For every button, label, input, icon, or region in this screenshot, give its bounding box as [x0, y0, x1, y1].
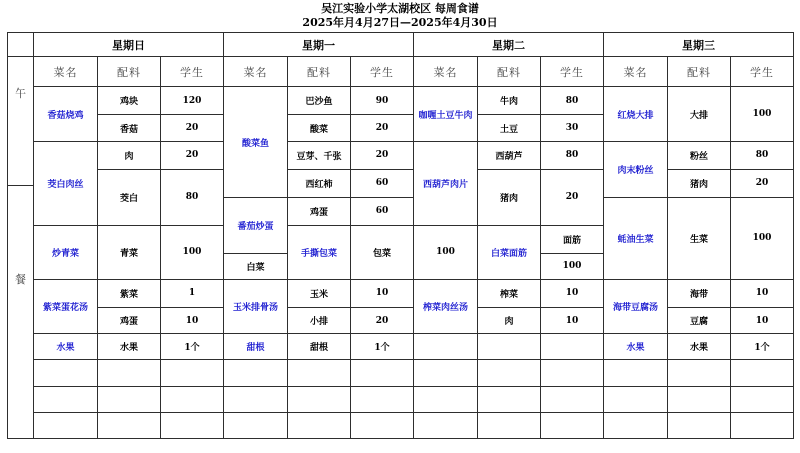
amount-cell: 1个	[731, 334, 794, 360]
amount-cell: 120	[161, 87, 224, 115]
ingredient-cell: 甜根	[288, 334, 351, 360]
dish-cell: 红烧大排	[604, 87, 668, 141]
empty-cell	[34, 360, 98, 386]
dish-cell: 玉米排骨汤	[224, 279, 288, 333]
ingredient-cell: 肉	[478, 307, 541, 333]
empty-cell	[351, 412, 414, 438]
dish-cell: 海带豆腐汤	[604, 279, 668, 333]
meal-label-top: 午	[15, 87, 27, 101]
empty-cell	[351, 386, 414, 412]
meal-divider	[8, 185, 34, 186]
col-dish-header: 菜名	[604, 57, 668, 87]
dish-cell: 蚝油生菜	[604, 197, 668, 279]
dish-cell: 手撕包菜	[288, 225, 351, 279]
ingredient-cell: 包菜	[351, 225, 414, 279]
amount-cell: 80	[541, 141, 604, 169]
amount-cell: 20	[731, 169, 794, 197]
amount-cell: 100	[541, 253, 604, 279]
ingredient-cell: 牛肉	[478, 87, 541, 115]
ingredient-cell: 茭白	[98, 169, 161, 225]
empty-cell	[541, 386, 604, 412]
col-dish-header: 菜名	[414, 57, 478, 87]
table-row	[8, 412, 794, 438]
empty-cell	[414, 360, 478, 386]
ingredient-cell: 西红柿	[288, 169, 351, 197]
ingredient-cell: 大排	[668, 87, 731, 141]
empty-cell	[161, 412, 224, 438]
amount-cell: 10	[541, 307, 604, 333]
dish-cell: 榨菜肉丝汤	[414, 279, 478, 333]
ingredient-cell: 紫菜	[98, 279, 161, 307]
empty-cell	[34, 386, 98, 412]
table-row	[8, 279, 794, 307]
day-header-wednesday: 星期三	[604, 33, 794, 57]
ingredient-cell: 鸡块	[98, 87, 161, 115]
table-row	[8, 334, 794, 360]
dish-cell: 炒青菜	[34, 225, 98, 279]
dish-cell: 紫菜蛋花汤	[34, 279, 98, 333]
ingredient-cell: 巴沙鱼	[288, 87, 351, 115]
empty-cell	[34, 412, 98, 438]
empty-cell	[414, 334, 478, 360]
col-amount-header: 学生	[351, 57, 414, 87]
ingredient-cell: 青菜	[98, 225, 161, 279]
dish-cell: 水果	[604, 334, 668, 360]
ingredient-cell: 土豆	[478, 115, 541, 141]
col-ingredient-header: 配料	[98, 57, 161, 87]
amount-cell: 100	[731, 87, 794, 141]
dish-cell: 白菜面筋	[478, 225, 541, 279]
amount-cell: 100	[161, 225, 224, 279]
table-row	[8, 307, 794, 333]
amount-cell: 1个	[351, 334, 414, 360]
col-dish-header: 菜名	[224, 57, 288, 87]
col-amount-header: 学生	[731, 57, 794, 87]
empty-cell	[478, 360, 541, 386]
weekly-menu-table	[7, 32, 794, 439]
empty-cell	[668, 360, 731, 386]
ingredient-cell: 白菜	[224, 253, 288, 279]
empty-cell	[224, 412, 288, 438]
col-amount-header: 学生	[161, 57, 224, 87]
day-header-tuesday: 星期二	[414, 33, 604, 57]
empty-cell	[731, 360, 794, 386]
empty-cell	[668, 386, 731, 412]
empty-cell	[668, 412, 731, 438]
page-title: 吴江实验小学太湖校区 每周食谱	[321, 2, 479, 15]
ingredient-cell: 生菜	[668, 197, 731, 279]
empty-cell	[541, 334, 604, 360]
table-row	[8, 169, 794, 197]
empty-cell	[731, 386, 794, 412]
empty-cell	[541, 412, 604, 438]
col-ingredient-header: 配料	[478, 57, 541, 87]
col-dish-header: 菜名	[34, 57, 98, 87]
empty-cell	[224, 360, 288, 386]
col-ingredient-header: 配料	[288, 57, 351, 87]
table-row	[8, 360, 794, 386]
day-header-row	[8, 33, 794, 57]
ingredient-cell: 鸡蛋	[288, 197, 351, 225]
corner-cell	[8, 33, 34, 57]
dish-cell: 酸菜鱼	[224, 87, 288, 197]
day-header-sunday: 星期日	[34, 33, 224, 57]
dish-cell: 香菇烧鸡	[34, 87, 98, 141]
empty-cell	[288, 360, 351, 386]
table-row	[8, 386, 794, 412]
meal-label-cell	[8, 57, 34, 439]
ingredient-cell: 水果	[668, 334, 731, 360]
empty-cell	[288, 386, 351, 412]
empty-cell	[224, 386, 288, 412]
amount-cell: 80	[731, 141, 794, 169]
dish-cell: 西葫芦肉片	[414, 141, 478, 225]
amount-cell: 10	[351, 279, 414, 307]
col-ingredient-header: 配料	[668, 57, 731, 87]
empty-cell	[414, 386, 478, 412]
dish-cell: 甜根	[224, 334, 288, 360]
empty-cell	[604, 412, 668, 438]
amount-cell: 100	[731, 197, 794, 279]
empty-cell	[604, 386, 668, 412]
ingredient-cell: 豆腐	[668, 307, 731, 333]
amount-cell: 90	[351, 87, 414, 115]
empty-cell	[98, 360, 161, 386]
table-row	[8, 141, 794, 169]
empty-cell	[541, 360, 604, 386]
amount-cell: 30	[541, 115, 604, 141]
amount-cell: 1	[161, 279, 224, 307]
ingredient-cell: 面筋	[541, 225, 604, 253]
ingredient-cell: 酸菜	[288, 115, 351, 141]
dish-cell: 番茄炒蛋	[224, 197, 288, 253]
empty-cell	[414, 412, 478, 438]
amount-cell: 20	[351, 307, 414, 333]
empty-cell	[98, 412, 161, 438]
ingredient-cell: 小排	[288, 307, 351, 333]
amount-cell: 20	[161, 141, 224, 169]
ingredient-cell: 玉米	[288, 279, 351, 307]
ingredient-cell: 鸡蛋	[98, 307, 161, 333]
empty-cell	[731, 412, 794, 438]
empty-cell	[288, 412, 351, 438]
dish-cell: 肉末粉丝	[604, 141, 668, 197]
dish-cell: 水果	[34, 334, 98, 360]
empty-cell	[161, 386, 224, 412]
column-header-row	[8, 57, 794, 87]
col-amount-header: 学生	[541, 57, 604, 87]
amount-cell: 10	[731, 307, 794, 333]
ingredient-cell: 豆芽、千张	[288, 141, 351, 169]
table-row	[8, 87, 794, 115]
ingredient-cell: 海带	[668, 279, 731, 307]
dish-cell: 咖喱土豆牛肉	[414, 87, 478, 141]
amount-cell: 80	[541, 87, 604, 115]
empty-cell	[478, 334, 541, 360]
amount-cell: 20	[351, 141, 414, 169]
ingredient-cell: 肉	[98, 141, 161, 169]
empty-cell	[604, 360, 668, 386]
dish-cell: 茭白肉丝	[34, 141, 98, 225]
ingredient-cell: 粉丝	[668, 141, 731, 169]
empty-cell	[478, 386, 541, 412]
empty-cell	[98, 386, 161, 412]
ingredient-cell: 水果	[98, 334, 161, 360]
amount-cell: 100	[414, 225, 478, 279]
ingredient-cell: 香菇	[98, 115, 161, 141]
amount-cell: 1个	[161, 334, 224, 360]
meal-label-bottom: 餐	[15, 273, 27, 287]
amount-cell: 10	[731, 279, 794, 307]
amount-cell: 20	[161, 115, 224, 141]
ingredient-cell: 西葫芦	[478, 141, 541, 169]
date-range: 2025年月4月27日—2025年4月30日	[302, 16, 498, 29]
ingredient-cell: 猪肉	[668, 169, 731, 197]
empty-cell	[478, 412, 541, 438]
amount-cell: 60	[351, 197, 414, 225]
ingredient-cell: 猪肉	[478, 169, 541, 225]
empty-cell	[351, 360, 414, 386]
amount-cell: 80	[161, 169, 224, 225]
amount-cell: 10	[161, 307, 224, 333]
amount-cell: 10	[541, 279, 604, 307]
day-header-monday: 星期一	[224, 33, 414, 57]
ingredient-cell: 榨菜	[478, 279, 541, 307]
empty-cell	[161, 360, 224, 386]
amount-cell: 20	[351, 115, 414, 141]
amount-cell: 20	[541, 169, 604, 225]
amount-cell: 60	[351, 169, 414, 197]
